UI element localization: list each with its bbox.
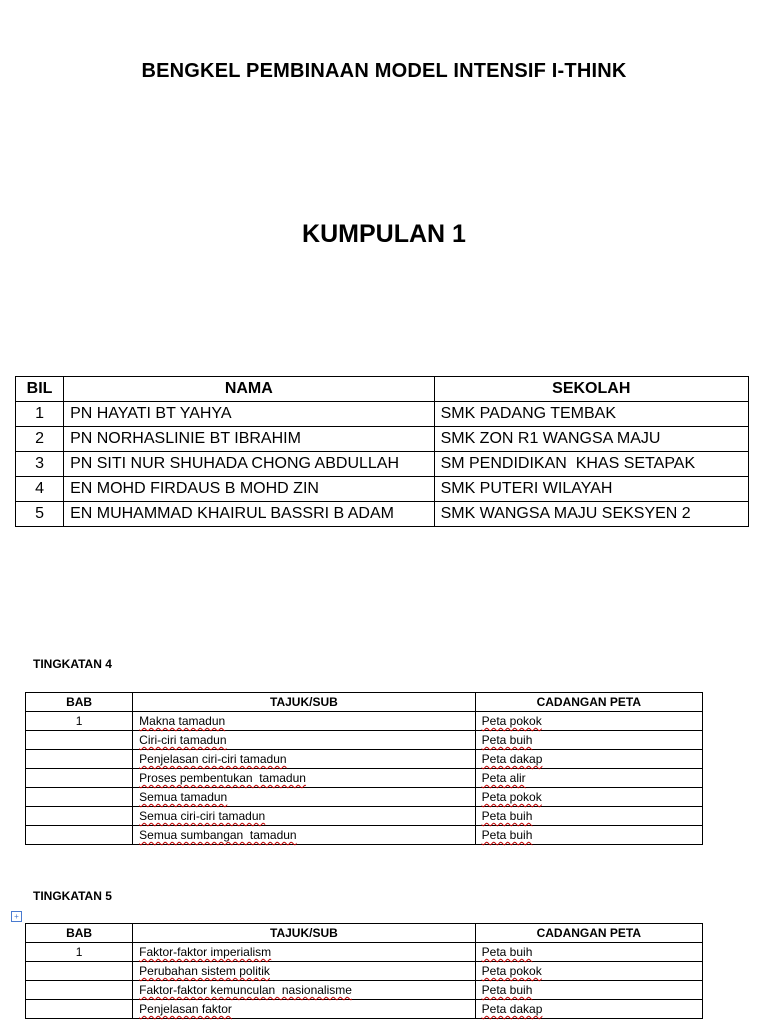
form4-table — [25, 692, 703, 845]
topic — [133, 981, 476, 1000]
form5-table — [25, 923, 703, 1019]
map-suggestion — [475, 962, 702, 981]
topic-text: Ciri-ciri tamadun — [139, 733, 227, 747]
form5-label: TINGKATAN 5 — [33, 889, 112, 903]
header-bab: BAB — [26, 693, 133, 712]
header-tajuk: TAJUK/SUB — [133, 693, 476, 712]
map-suggestion — [475, 731, 702, 750]
table-row — [26, 788, 703, 807]
map-text: Peta dakap — [481, 1002, 543, 1016]
table-row — [26, 943, 703, 962]
table-move-handle-icon[interactable]: + — [11, 911, 22, 922]
map-text: Peta buih — [481, 809, 533, 823]
member-number: 1 — [16, 402, 64, 427]
header-bil: BIL — [16, 377, 64, 402]
table-row — [26, 750, 703, 769]
map-text: Peta pokok — [481, 790, 542, 804]
member-school: SMK PADANG TEMBAK — [434, 402, 748, 427]
topic — [133, 750, 476, 769]
member-number: 4 — [16, 477, 64, 502]
chapter-number — [26, 962, 133, 981]
topic-text: Makna tamadun — [139, 714, 226, 728]
topic — [133, 826, 476, 845]
topic-text: Penjelasan ciri-ciri tamadun — [139, 752, 287, 766]
map-suggestion — [475, 769, 702, 788]
table-row — [16, 502, 749, 527]
topic — [133, 788, 476, 807]
header-nama: NAMA — [64, 377, 435, 402]
member-name: PN SITI NUR SHUHADA CHONG ABDULLAH — [64, 452, 435, 477]
member-number: 5 — [16, 502, 64, 527]
group-heading: KUMPULAN 1 — [302, 220, 466, 248]
map-suggestion — [475, 1000, 702, 1019]
topic — [133, 712, 476, 731]
topic — [133, 962, 476, 981]
chapter-number — [26, 981, 133, 1000]
table-row — [26, 962, 703, 981]
members-header-row — [16, 377, 749, 402]
chapter-number — [26, 807, 133, 826]
topic-text: Penjelasan faktor — [139, 1002, 232, 1016]
topic — [133, 1000, 476, 1019]
topic-text: Semua ciri-ciri tamadun — [139, 809, 266, 823]
topic-text: Perubahan sistem politik — [139, 964, 270, 978]
map-text: Peta pokok — [481, 714, 542, 728]
topic — [133, 943, 476, 962]
table-row — [26, 826, 703, 845]
map-suggestion — [475, 807, 702, 826]
map-text: Peta dakap — [481, 752, 543, 766]
member-number: 3 — [16, 452, 64, 477]
topic-text: Faktor-faktor imperialism — [139, 945, 272, 959]
table-row — [26, 807, 703, 826]
map-text: Peta pokok — [481, 964, 542, 978]
header-bab: BAB — [26, 924, 133, 943]
table-row — [26, 1000, 703, 1019]
chapter-number — [26, 731, 133, 750]
member-name: EN MOHD FIRDAUS B MOHD ZIN — [64, 477, 435, 502]
map-text: Peta alir — [481, 771, 526, 785]
chapter-number — [26, 788, 133, 807]
member-school: SM PENDIDIKAN KHAS SETAPAK — [434, 452, 748, 477]
map-suggestion — [475, 788, 702, 807]
map-suggestion — [475, 712, 702, 731]
map-suggestion — [475, 826, 702, 845]
member-name: PN HAYATI BT YAHYA — [64, 402, 435, 427]
topic-text: Semua sumbangan tamadun — [139, 828, 297, 842]
member-name: EN MUHAMMAD KHAIRUL BASSRI B ADAM — [64, 502, 435, 527]
document-title: BENGKEL PEMBINAAN MODEL INTENSIF I-THINK — [141, 60, 627, 82]
chapter-number — [26, 826, 133, 845]
topic — [133, 807, 476, 826]
header-cadangan: CADANGAN PETA — [475, 924, 702, 943]
map-text: Peta buih — [481, 945, 533, 959]
chapter-number — [26, 750, 133, 769]
map-suggestion — [475, 981, 702, 1000]
chapter-number — [26, 769, 133, 788]
form4-header-row — [26, 693, 703, 712]
form5-header-row — [26, 924, 703, 943]
table-row — [16, 452, 749, 477]
table-row — [26, 712, 703, 731]
member-school: SMK ZON R1 WANGSA MAJU — [434, 427, 748, 452]
topic-text: Proses pembentukan tamadun — [139, 771, 306, 785]
topic — [133, 731, 476, 750]
header-tajuk: TAJUK/SUB — [133, 924, 476, 943]
table-row — [26, 731, 703, 750]
topic-text: Faktor-faktor kemunculan nasionalisme — [139, 983, 352, 997]
map-text: Peta buih — [481, 733, 533, 747]
chapter-number — [26, 1000, 133, 1019]
topic-text: Semua tamadun — [139, 790, 228, 804]
header-sekolah: SEKOLAH — [434, 377, 748, 402]
members-table — [15, 376, 749, 527]
member-number: 2 — [16, 427, 64, 452]
chapter-number: 1 — [26, 943, 133, 962]
map-text: Peta buih — [481, 983, 533, 997]
table-row — [16, 477, 749, 502]
table-row — [26, 769, 703, 788]
table-row — [26, 981, 703, 1000]
member-school: SMK WANGSA MAJU SEKSYEN 2 — [434, 502, 748, 527]
topic — [133, 769, 476, 788]
map-suggestion — [475, 750, 702, 769]
member-name: PN NORHASLINIE BT IBRAHIM — [64, 427, 435, 452]
form4-label: TINGKATAN 4 — [33, 657, 112, 671]
map-suggestion — [475, 943, 702, 962]
table-row — [16, 427, 749, 452]
header-cadangan: CADANGAN PETA — [475, 693, 702, 712]
chapter-number: 1 — [26, 712, 133, 731]
table-row — [16, 402, 749, 427]
member-school: SMK PUTERI WILAYAH — [434, 477, 748, 502]
map-text: Peta buih — [481, 828, 533, 842]
